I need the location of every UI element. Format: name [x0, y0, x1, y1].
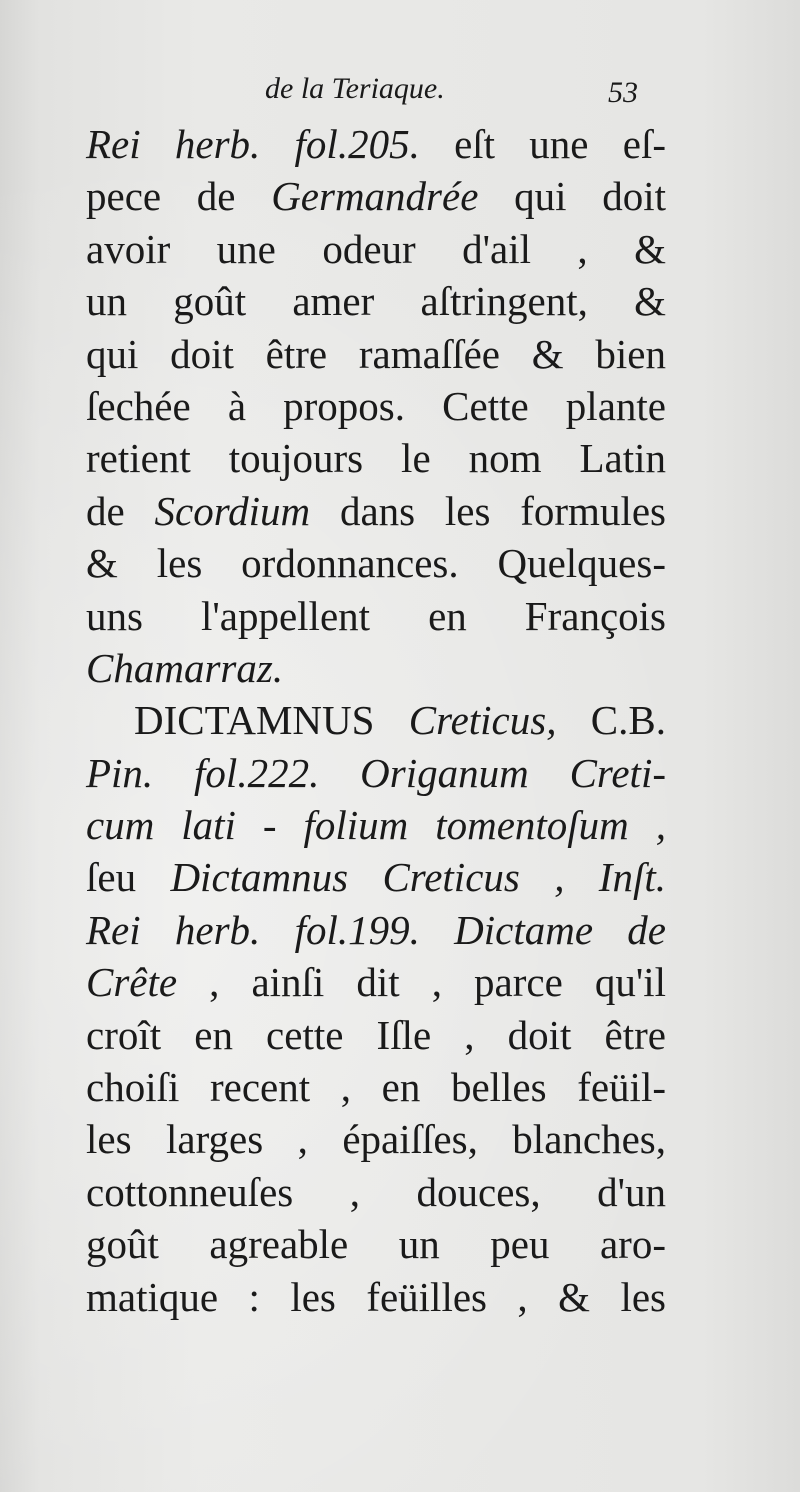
running-head: de la Teriaque.: [265, 72, 445, 105]
page-header: [0, 72, 800, 116]
text-line-23: matique : les feüilles , & les: [86, 1273, 666, 1320]
text-line-21: cottonneuſes , douces, d'un: [86, 1168, 666, 1215]
text-line-6: ſechée à propos. Cette plante: [86, 382, 666, 429]
text-line-20: les larges , épaiſſes, blanches,: [86, 1116, 666, 1163]
text-line-10: uns l'appellent en François: [86, 592, 666, 639]
page-number: 53: [608, 76, 638, 109]
text-line-9: & les ordonnances. Quelques-: [86, 540, 666, 587]
text-line-19: choiſi recent , en belles feüil-: [86, 1064, 666, 1111]
text-line-3: avoir une odeur d'ail , &: [86, 225, 666, 272]
text-line-15: ſeu Dictamnus Creticus , Inſt.: [86, 854, 666, 901]
text-line-12: DICTAMNUS Creticus, C.B.: [134, 697, 666, 744]
text-line-4: un goût amer aſtringent, &: [86, 278, 666, 325]
text-line-16: Rei herb. fol.199. Dictame de: [86, 906, 666, 953]
text-line-8: de Scordium dans les formules: [86, 487, 666, 534]
text-line-5: qui doit être ramaſſée & bien: [86, 330, 666, 377]
text-line-14: cum lati - folium tomentoſum ,: [86, 802, 666, 849]
text-line-22: goût agreable un peu aro-: [86, 1221, 666, 1268]
text-line-2: pece de Germandrée qui doit: [86, 173, 666, 220]
text-line-1: Rei herb. fol.205. eſt une eſ-: [86, 121, 666, 167]
text-line-18: croît en cette Iſle , doit être: [86, 1011, 666, 1058]
text-line-7: retient toujours le nom Latin: [86, 435, 666, 482]
text-line-11: Chamarraz.: [86, 644, 284, 691]
text-line-13: Pin. fol.222. Origanum Creti-: [86, 749, 666, 796]
body-text: [86, 118, 666, 1323]
text-line-17: Crête , ainſi dit , parce qu'il: [86, 959, 666, 1006]
